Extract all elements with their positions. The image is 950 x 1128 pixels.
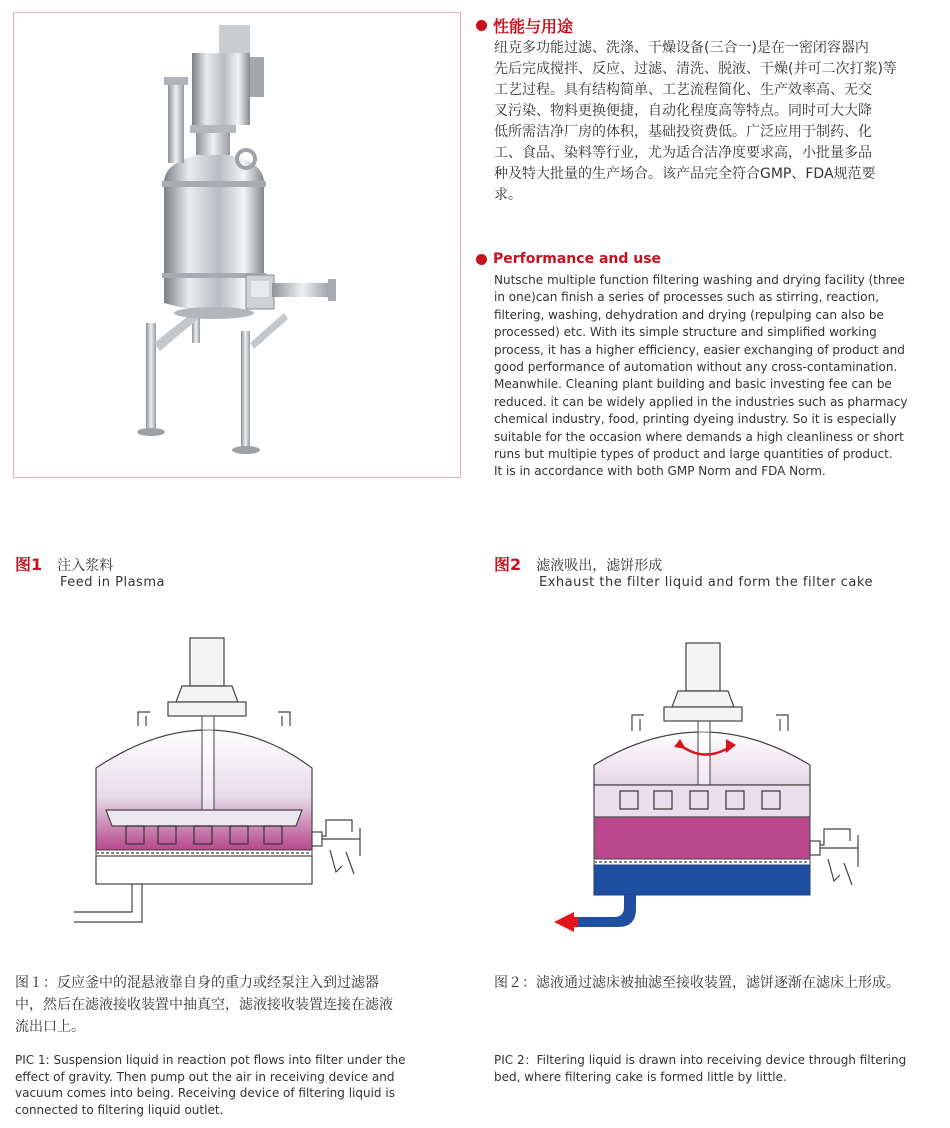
red-bullet-icon [476, 254, 487, 265]
performance-cn-body: 纽克多功能过滤、洗涤、干燥设备(三合一)是在一密闭容器内 先后完成搅拌、反应、过滤、清洗、脱液、干燥(并可二次打浆)等 工艺过程。具有结构简单、工艺流程简化、生产效率高、无交 叉污染、物料更换便捷，自动化程度高等特点。同时可大大降 低所需洁净厂房的体积，基础投资费低。广泛应用于制药、化 工、食品、染料等行业，尤为适合洁净度要求高，小批量多品 种及特大批量的生产场合。该产品完全符合GMP、FDA规范要 求。 [494, 40, 897, 203]
fig2-caption-cn: 图２：滤液通过滤床被抽滤至接收装置，滤饼逐渐在滤床上形成。 [494, 975, 900, 991]
fig1-caption-en: PIC 1: Suspension liquid in reaction pot flows into filter under the effect of gravity. Then pump out the air in receiving device and vacuum comes into being. Receiving device of filtering liquid is connected to filtering liquid outlet. [15, 1053, 406, 1117]
product-photo-frame [13, 12, 461, 478]
fig2-title-en: Exhaust the filter liquid and form the filter cake [539, 575, 873, 590]
diagram-exhaust-filter-liquid [540, 635, 890, 945]
fig1-header: 图1 注入浆料 [15, 555, 114, 574]
filter-dryer-photo [14, 13, 460, 477]
fig2-caption-en: PIC 2：Filtering liquid is drawn into receiving device through filtering bed, where filtering cake is formed little by little. [494, 1053, 907, 1084]
performance-en-title: Performance and use [476, 251, 661, 267]
performance-en-body: Nutsche multiple function filtering washing and drying facility (three in one)can finish a series of processes such as stirring, reaction, filtering, washing, dehydration and drying (repulping can also be processed) etc. With its simple structure and simplified working process, it has a higher efficiency, easier exchanging of product and good performance of automation without any cross-contamination. Meanwhile. Cleaning plant building and basic investing fee can be reduced. it can be widely applied in the industries such as pharmacy chemical industry, food, printing dyeing industry. So it is especially suitable for the occasion where demands a high cleanliness or short runs but multipie types of product and large quantities of product. It is in accordance with both GMP Norm and FDA Norm. [494, 273, 908, 479]
fig1-caption-cn: 图１：反应釜中的混悬液靠自身的重力或经泵注入到过滤器 中，然后在滤液接收装置中抽真空，滤液接收装置连接在滤液 流出口上。 [15, 975, 393, 1035]
diagram-feed-in-plasma [60, 630, 390, 950]
fig1-title-en: Feed in Plasma [60, 575, 165, 590]
red-bullet-icon [476, 20, 487, 31]
performance-cn-title: 性能与用途 [476, 14, 573, 37]
fig2-header: 图2 滤液吸出，滤饼形成 [494, 555, 663, 574]
